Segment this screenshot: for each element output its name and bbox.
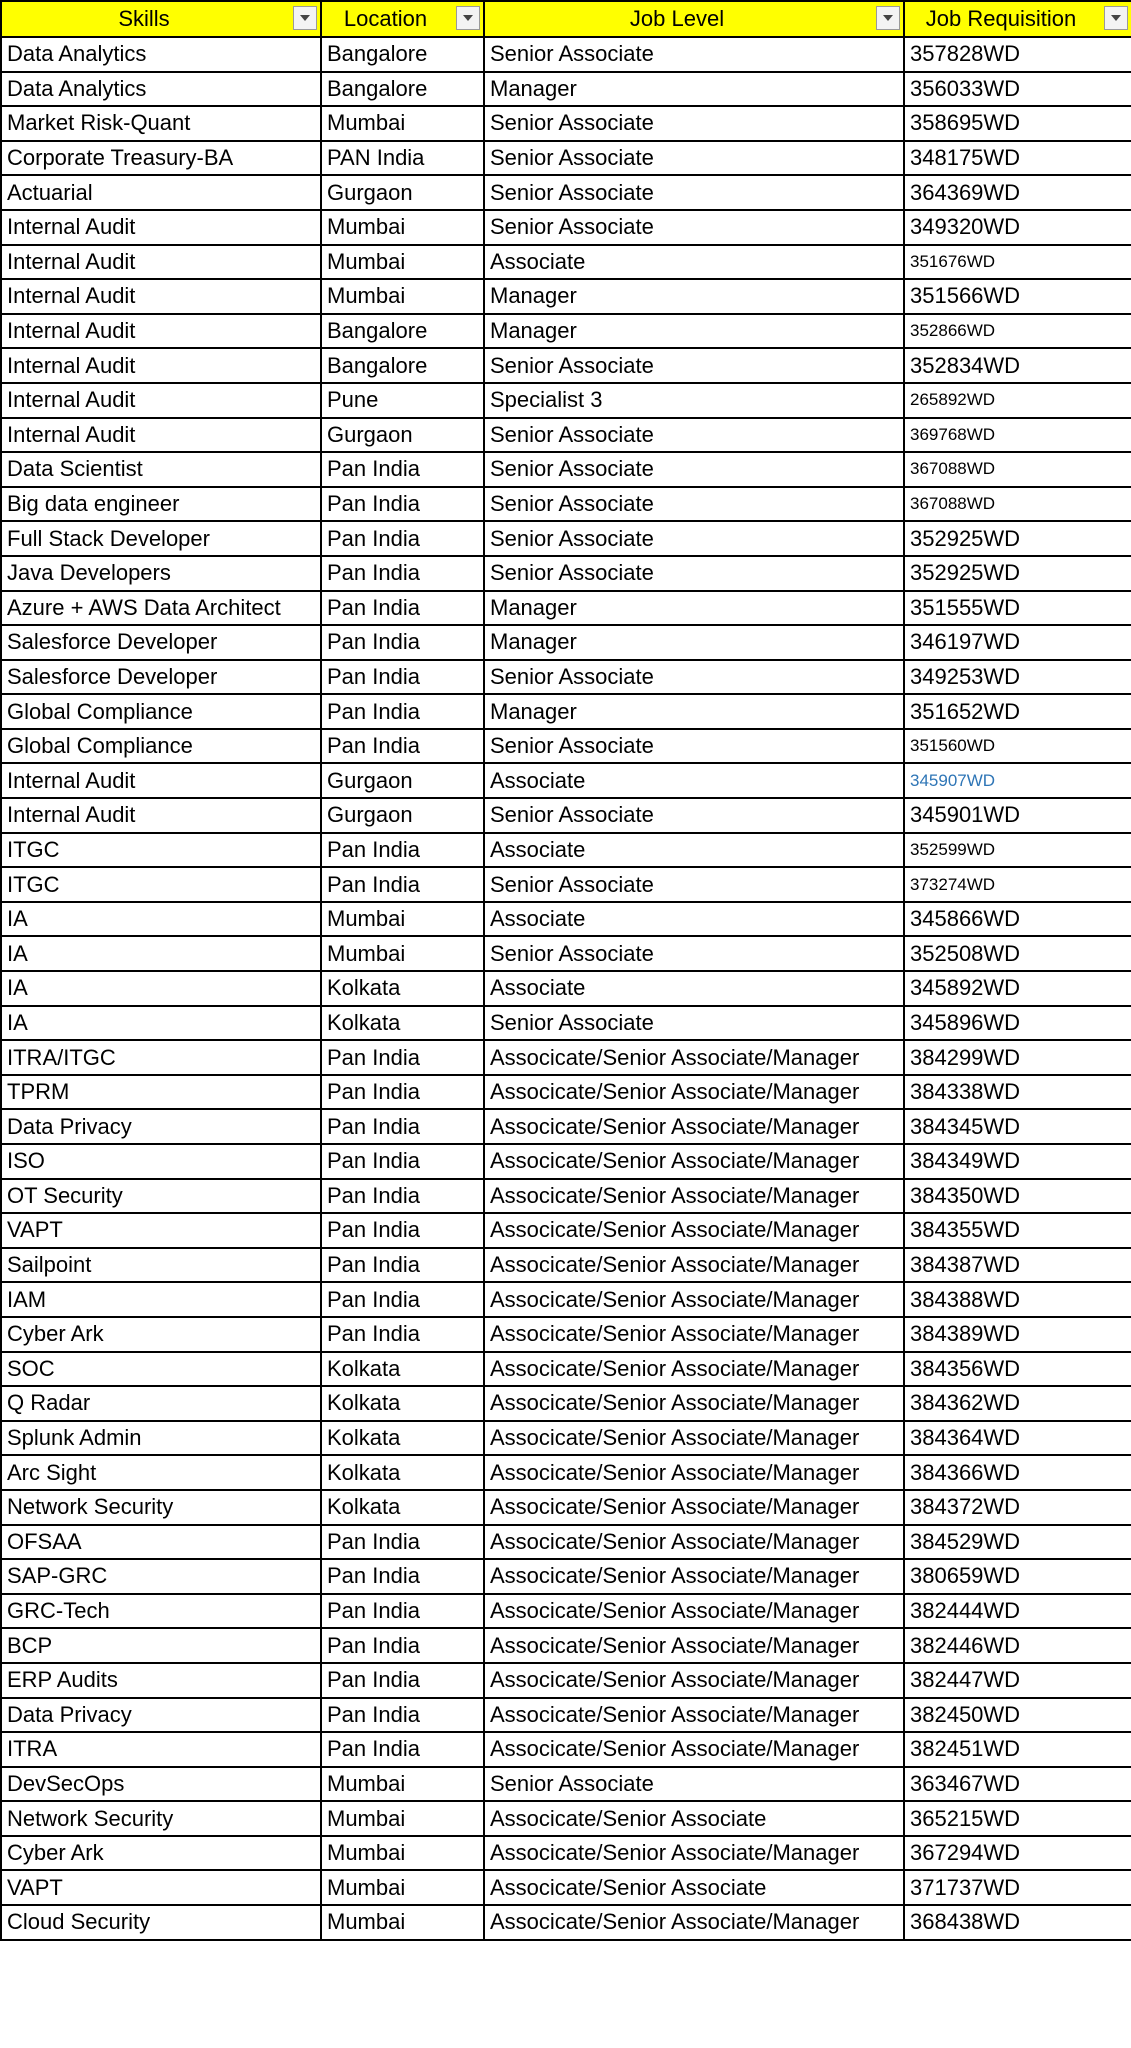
table-row — [1, 1628, 1131, 1663]
cell-skill[interactable]: Data Analytics — [1, 37, 321, 72]
cell-location[interactable]: Kolkata — [321, 1006, 484, 1041]
cell-skill[interactable]: Internal Audit — [1, 348, 321, 383]
cell-job-requisition[interactable]: 352925WD — [904, 556, 1131, 591]
table-row — [1, 867, 1131, 902]
cell-skill[interactable]: Full Stack Developer — [1, 521, 321, 556]
cell-skill[interactable]: Cyber Ark — [1, 1317, 321, 1352]
cell-job-level[interactable]: Associcate/Senior Associate/Manager — [484, 1594, 904, 1629]
cell-job-level[interactable]: Senior Associate — [484, 936, 904, 971]
cell-job-level[interactable]: Senior Associate — [484, 798, 904, 833]
cell-skill[interactable]: Salesforce Developer — [1, 660, 321, 695]
cell-job-level[interactable]: Associcate/Senior Associate/Manager — [484, 1213, 904, 1248]
cell-location[interactable]: Pan India — [321, 487, 484, 522]
cell-location[interactable]: Mumbai — [321, 1870, 484, 1905]
cell-job-level[interactable]: Senior Associate — [484, 37, 904, 72]
cell-job-level[interactable]: Senior Associate — [484, 660, 904, 695]
cell-job-requisition[interactable]: 351652WD — [904, 694, 1131, 729]
cell-job-requisition[interactable]: 382446WD — [904, 1628, 1131, 1663]
cell-job-requisition[interactable]: 349320WD — [904, 210, 1131, 245]
table-body — [1, 37, 1131, 1940]
cell-skill[interactable]: Market Risk-Quant — [1, 106, 321, 141]
table-row — [1, 1144, 1131, 1179]
cell-job-requisition[interactable]: 367088WD — [904, 487, 1131, 522]
header-skills — [1, 1, 321, 37]
cell-job-level[interactable]: Associcate/Senior Associate — [484, 1870, 904, 1905]
cell-job-requisition[interactable]: 351676WD — [904, 245, 1131, 280]
cell-skill[interactable]: Splunk Admin — [1, 1421, 321, 1456]
cell-job-level[interactable]: Associcate/Senior Associate/Manager — [484, 1455, 904, 1490]
cell-skill[interactable]: IA — [1, 1006, 321, 1041]
table-row — [1, 1352, 1131, 1387]
cell-job-requisition[interactable]: 352834WD — [904, 348, 1131, 383]
cell-job-level[interactable]: Associcate/Senior Associate/Manager — [484, 1905, 904, 1940]
cell-location[interactable]: Mumbai — [321, 1905, 484, 1940]
cell-location[interactable]: Kolkata — [321, 1455, 484, 1490]
table-row — [1, 971, 1131, 1006]
cell-job-requisition[interactable]: 345892WD — [904, 971, 1131, 1006]
cell-location[interactable]: Pan India — [321, 1248, 484, 1283]
cell-job-requisition[interactable]: 345866WD — [904, 902, 1131, 937]
cell-skill[interactable]: BCP — [1, 1628, 321, 1663]
cell-location[interactable]: Pan India — [321, 521, 484, 556]
table-row — [1, 1248, 1131, 1283]
cell-job-level[interactable]: Senior Associate — [484, 867, 904, 902]
cell-job-requisition[interactable]: 382450WD — [904, 1698, 1131, 1733]
cell-location[interactable]: Mumbai — [321, 245, 484, 280]
table-row — [1, 1213, 1131, 1248]
table-row — [1, 1490, 1131, 1525]
cell-skill[interactable]: ISO — [1, 1144, 321, 1179]
cell-job-level[interactable]: Associcate/Senior Associate/Manager — [484, 1179, 904, 1214]
cell-location[interactable]: Gurgaon — [321, 418, 484, 453]
cell-job-requisition[interactable]: 348175WD — [904, 141, 1131, 176]
cell-job-level[interactable]: Associcate/Senior Associate/Manager — [484, 1075, 904, 1110]
cell-skill[interactable]: Global Compliance — [1, 694, 321, 729]
cell-job-level[interactable]: Senior Associate — [484, 1767, 904, 1802]
cell-job-requisition[interactable]: 384364WD — [904, 1421, 1131, 1456]
cell-job-requisition[interactable]: 351555WD — [904, 591, 1131, 626]
cell-skill[interactable]: ITGC — [1, 833, 321, 868]
cell-job-requisition[interactable]: 352925WD — [904, 521, 1131, 556]
cell-job-requisition[interactable]: 384388WD — [904, 1282, 1131, 1317]
cell-job-requisition[interactable]: 384387WD — [904, 1248, 1131, 1283]
cell-skill[interactable]: Q Radar — [1, 1386, 321, 1421]
cell-skill[interactable]: Internal Audit — [1, 279, 321, 314]
table-row — [1, 106, 1131, 141]
table-row — [1, 279, 1131, 314]
cell-job-requisition[interactable]: 380659WD — [904, 1559, 1131, 1594]
header-label: Skills — [118, 6, 170, 31]
cell-skill[interactable]: SAP-GRC — [1, 1559, 321, 1594]
cell-job-requisition[interactable]: 384372WD — [904, 1490, 1131, 1525]
table-row — [1, 1525, 1131, 1560]
cell-skill[interactable]: GRC-Tech — [1, 1594, 321, 1629]
cell-job-level[interactable]: Associcate/Senior Associate — [484, 1801, 904, 1836]
cell-job-level[interactable]: Associcate/Senior Associate/Manager — [484, 1836, 904, 1871]
cell-location[interactable]: Mumbai — [321, 1836, 484, 1871]
cell-job-requisition[interactable]: 345907WD — [904, 763, 1131, 798]
table-row — [1, 141, 1131, 176]
cell-job-level[interactable]: Associcate/Senior Associate/Manager — [484, 1144, 904, 1179]
cell-skill[interactable]: VAPT — [1, 1213, 321, 1248]
cell-skill[interactable]: Cloud Security — [1, 1905, 321, 1940]
table-row — [1, 1732, 1131, 1767]
cell-skill[interactable]: Data Privacy — [1, 1698, 321, 1733]
header-job-level — [484, 1, 904, 37]
cell-location[interactable]: Gurgaon — [321, 175, 484, 210]
cell-skill[interactable]: IAM — [1, 1282, 321, 1317]
header-label: Location — [343, 6, 428, 31]
cell-job-requisition[interactable]: 367088WD — [904, 452, 1131, 487]
cell-location[interactable]: Pan India — [321, 1525, 484, 1560]
cell-location[interactable]: Pan India — [321, 660, 484, 695]
cell-job-level[interactable]: Senior Associate — [484, 1006, 904, 1041]
cell-location[interactable]: PAN India — [321, 141, 484, 176]
table-row — [1, 1905, 1131, 1940]
cell-job-level[interactable]: Senior Associate — [484, 175, 904, 210]
cell-job-level[interactable]: Associcate/Senior Associate/Manager — [484, 1421, 904, 1456]
cell-location[interactable]: Mumbai — [321, 1801, 484, 1836]
table-row — [1, 660, 1131, 695]
filter-dropdown-skills[interactable] — [293, 6, 317, 30]
cell-skill[interactable]: ERP Audits — [1, 1663, 321, 1698]
cell-location[interactable]: Pan India — [321, 1040, 484, 1075]
table-row — [1, 1075, 1131, 1110]
cell-job-requisition[interactable]: 382451WD — [904, 1732, 1131, 1767]
cell-job-level[interactable]: Associcate/Senior Associate/Manager — [484, 1698, 904, 1733]
cell-job-requisition[interactable]: 351566WD — [904, 279, 1131, 314]
cell-job-level[interactable]: Senior Associate — [484, 452, 904, 487]
cell-job-level[interactable]: Associcate/Senior Associate/Manager — [484, 1490, 904, 1525]
table-row — [1, 1559, 1131, 1594]
cell-job-requisition[interactable]: 345896WD — [904, 1006, 1131, 1041]
cell-location[interactable]: Gurgaon — [321, 798, 484, 833]
cell-job-level[interactable]: Senior Associate — [484, 729, 904, 764]
cell-job-requisition[interactable]: 346197WD — [904, 625, 1131, 660]
cell-location[interactable]: Pan India — [321, 1109, 484, 1144]
cell-location[interactable]: Kolkata — [321, 1352, 484, 1387]
cell-location[interactable]: Pan India — [321, 625, 484, 660]
table-row — [1, 1455, 1131, 1490]
cell-job-requisition[interactable]: 384350WD — [904, 1179, 1131, 1214]
cell-location[interactable]: Mumbai — [321, 210, 484, 245]
cell-location[interactable]: Pan India — [321, 1075, 484, 1110]
cell-job-level[interactable]: Senior Associate — [484, 348, 904, 383]
cell-skill[interactable]: OFSAA — [1, 1525, 321, 1560]
cell-job-requisition[interactable]: 265892WD — [904, 383, 1131, 418]
chevron-down-icon — [883, 15, 893, 21]
cell-job-level[interactable]: Associate — [484, 245, 904, 280]
cell-job-level[interactable]: Specialist 3 — [484, 383, 904, 418]
table-row — [1, 902, 1131, 937]
cell-job-level[interactable]: Manager — [484, 625, 904, 660]
table-row — [1, 556, 1131, 591]
cell-job-level[interactable]: Manager — [484, 314, 904, 349]
cell-skill[interactable]: Network Security — [1, 1490, 321, 1525]
table-row — [1, 210, 1131, 245]
cell-location[interactable]: Mumbai — [321, 936, 484, 971]
cell-skill[interactable]: Internal Audit — [1, 798, 321, 833]
table-row — [1, 1836, 1131, 1871]
table-row — [1, 1040, 1131, 1075]
header-job-requisition — [904, 1, 1131, 37]
cell-job-level[interactable]: Associate — [484, 833, 904, 868]
table-row — [1, 1870, 1131, 1905]
cell-job-level[interactable]: Associcate/Senior Associate/Manager — [484, 1559, 904, 1594]
cell-skill[interactable]: DevSecOps — [1, 1767, 321, 1802]
cell-location[interactable]: Pan India — [321, 1732, 484, 1767]
cell-job-requisition[interactable]: 364369WD — [904, 175, 1131, 210]
cell-location[interactable]: Mumbai — [321, 279, 484, 314]
table-row — [1, 694, 1131, 729]
cell-job-level[interactable]: Senior Associate — [484, 556, 904, 591]
cell-location[interactable]: Pan India — [321, 556, 484, 591]
cell-skill[interactable]: Network Security — [1, 1801, 321, 1836]
cell-skill[interactable]: Internal Audit — [1, 210, 321, 245]
cell-job-level[interactable]: Manager — [484, 72, 904, 107]
cell-job-level[interactable]: Associcate/Senior Associate/Manager — [484, 1317, 904, 1352]
cell-location[interactable]: Bangalore — [321, 348, 484, 383]
table-row — [1, 1317, 1131, 1352]
cell-job-requisition[interactable]: 367294WD — [904, 1836, 1131, 1871]
cell-skill[interactable]: IA — [1, 902, 321, 937]
cell-job-requisition[interactable]: 384356WD — [904, 1352, 1131, 1387]
cell-location[interactable]: Mumbai — [321, 1767, 484, 1802]
cell-skill[interactable]: Cyber Ark — [1, 1836, 321, 1871]
cell-job-level[interactable]: Manager — [484, 591, 904, 626]
filter-dropdown-job-level[interactable] — [876, 6, 900, 30]
header-row — [1, 1, 1131, 37]
cell-skill[interactable]: Global Compliance — [1, 729, 321, 764]
header-label: Job Level — [629, 6, 725, 31]
cell-job-level[interactable]: Senior Associate — [484, 141, 904, 176]
cell-job-requisition[interactable]: 351560WD — [904, 729, 1131, 764]
cell-location[interactable]: Kolkata — [321, 1421, 484, 1456]
cell-job-level[interactable]: Associcate/Senior Associate/Manager — [484, 1628, 904, 1663]
cell-location[interactable]: Gurgaon — [321, 763, 484, 798]
cell-location[interactable]: Pan India — [321, 1144, 484, 1179]
header-location — [321, 1, 484, 37]
cell-location[interactable]: Kolkata — [321, 971, 484, 1006]
cell-job-requisition[interactable]: 382444WD — [904, 1594, 1131, 1629]
cell-job-level[interactable]: Senior Associate — [484, 210, 904, 245]
cell-job-level[interactable]: Associate — [484, 763, 904, 798]
cell-skill[interactable]: VAPT — [1, 1870, 321, 1905]
table-row — [1, 1663, 1131, 1698]
cell-location[interactable]: Pan India — [321, 1698, 484, 1733]
table-row — [1, 245, 1131, 280]
cell-job-requisition[interactable]: 356033WD — [904, 72, 1131, 107]
table-row — [1, 1594, 1131, 1629]
cell-job-level[interactable]: Associcate/Senior Associate/Manager — [484, 1040, 904, 1075]
table-row — [1, 37, 1131, 72]
cell-location[interactable]: Pan India — [321, 1628, 484, 1663]
cell-location[interactable]: Bangalore — [321, 37, 484, 72]
table-row — [1, 833, 1131, 868]
cell-job-level[interactable]: Associcate/Senior Associate/Manager — [484, 1525, 904, 1560]
table-row — [1, 763, 1131, 798]
table-row — [1, 521, 1131, 556]
cell-location[interactable]: Pan India — [321, 694, 484, 729]
cell-job-level[interactable]: Associcate/Senior Associate/Manager — [484, 1109, 904, 1144]
cell-skill[interactable]: ITRA/ITGC — [1, 1040, 321, 1075]
cell-location[interactable]: Pan India — [321, 833, 484, 868]
cell-location[interactable]: Pan India — [321, 452, 484, 487]
filter-dropdown-location[interactable] — [456, 6, 480, 30]
cell-skill[interactable]: Azure + AWS Data Architect — [1, 591, 321, 626]
table-row — [1, 487, 1131, 522]
cell-job-level[interactable]: Senior Associate — [484, 521, 904, 556]
table-row — [1, 625, 1131, 660]
cell-job-requisition[interactable]: 365215WD — [904, 1801, 1131, 1836]
cell-job-requisition[interactable]: 384299WD — [904, 1040, 1131, 1075]
cell-job-requisition[interactable]: 345901WD — [904, 798, 1131, 833]
cell-skill[interactable]: Internal Audit — [1, 383, 321, 418]
cell-job-requisition[interactable]: 384355WD — [904, 1213, 1131, 1248]
cell-job-level[interactable]: Associcate/Senior Associate/Manager — [484, 1282, 904, 1317]
table-row — [1, 591, 1131, 626]
cell-skill[interactable]: Sailpoint — [1, 1248, 321, 1283]
cell-job-level[interactable]: Associate — [484, 971, 904, 1006]
cell-job-level[interactable]: Associcate/Senior Associate/Manager — [484, 1248, 904, 1283]
chevron-down-icon — [300, 15, 310, 21]
table-row — [1, 936, 1131, 971]
cell-skill[interactable]: Internal Audit — [1, 418, 321, 453]
cell-job-requisition[interactable]: 368438WD — [904, 1905, 1131, 1940]
cell-job-requisition[interactable]: 384389WD — [904, 1317, 1131, 1352]
cell-location[interactable]: Pan India — [321, 1213, 484, 1248]
cell-skill[interactable]: ITGC — [1, 867, 321, 902]
table-row — [1, 383, 1131, 418]
cell-job-requisition[interactable]: 373274WD — [904, 867, 1131, 902]
cell-skill[interactable]: IA — [1, 936, 321, 971]
table-row — [1, 314, 1131, 349]
chevron-down-icon — [1111, 15, 1121, 21]
cell-job-level[interactable]: Associcate/Senior Associate/Manager — [484, 1663, 904, 1698]
cell-location[interactable]: Mumbai — [321, 106, 484, 141]
cell-job-level[interactable]: Associate — [484, 902, 904, 937]
cell-skill[interactable]: Data Scientist — [1, 452, 321, 487]
cell-job-requisition[interactable]: 357828WD — [904, 37, 1131, 72]
cell-job-requisition[interactable]: 384529WD — [904, 1525, 1131, 1560]
cell-job-requisition[interactable]: 384345WD — [904, 1109, 1131, 1144]
table-row — [1, 452, 1131, 487]
cell-job-level[interactable]: Associcate/Senior Associate/Manager — [484, 1352, 904, 1387]
cell-skill[interactable]: Big data engineer — [1, 487, 321, 522]
filter-dropdown-job-requisition[interactable] — [1104, 6, 1128, 30]
cell-location[interactable]: Pan India — [321, 867, 484, 902]
cell-skill[interactable]: OT Security — [1, 1179, 321, 1214]
cell-job-requisition[interactable]: 349253WD — [904, 660, 1131, 695]
cell-job-level[interactable]: Senior Associate — [484, 487, 904, 522]
table-row — [1, 175, 1131, 210]
table-row — [1, 1006, 1131, 1041]
cell-location[interactable]: Pan India — [321, 729, 484, 764]
cell-skill[interactable]: Data Privacy — [1, 1109, 321, 1144]
cell-location[interactable]: Kolkata — [321, 1386, 484, 1421]
cell-location[interactable]: Mumbai — [321, 902, 484, 937]
table-row — [1, 729, 1131, 764]
cell-job-requisition[interactable]: 384338WD — [904, 1075, 1131, 1110]
cell-location[interactable]: Kolkata — [321, 1490, 484, 1525]
cell-skill[interactable]: SOC — [1, 1352, 321, 1387]
cell-job-level[interactable]: Senior Associate — [484, 106, 904, 141]
cell-job-requisition[interactable]: 352866WD — [904, 314, 1131, 349]
cell-job-requisition[interactable]: 384362WD — [904, 1386, 1131, 1421]
cell-location[interactable]: Bangalore — [321, 72, 484, 107]
cell-job-requisition[interactable]: 352508WD — [904, 936, 1131, 971]
table-row — [1, 1179, 1131, 1214]
table-row — [1, 418, 1131, 453]
cell-location[interactable]: Pune — [321, 383, 484, 418]
cell-job-level[interactable]: Senior Associate — [484, 418, 904, 453]
cell-job-requisition[interactable]: 363467WD — [904, 1767, 1131, 1802]
table-row — [1, 1767, 1131, 1802]
cell-location[interactable]: Pan India — [321, 1179, 484, 1214]
cell-skill[interactable]: Data Analytics — [1, 72, 321, 107]
cell-location[interactable]: Pan India — [321, 1317, 484, 1352]
cell-skill[interactable]: IA — [1, 971, 321, 1006]
cell-skill[interactable]: Corporate Treasury-BA — [1, 141, 321, 176]
cell-job-requisition[interactable]: 384349WD — [904, 1144, 1131, 1179]
cell-skill[interactable]: Salesforce Developer — [1, 625, 321, 660]
table-row — [1, 1386, 1131, 1421]
cell-job-requisition[interactable]: 382447WD — [904, 1663, 1131, 1698]
table-row — [1, 348, 1131, 383]
cell-location[interactable]: Pan India — [321, 1663, 484, 1698]
table-row — [1, 1421, 1131, 1456]
cell-job-level[interactable]: Manager — [484, 279, 904, 314]
cell-location[interactable]: Bangalore — [321, 314, 484, 349]
chevron-down-icon — [463, 15, 473, 21]
cell-skill[interactable]: Internal Audit — [1, 314, 321, 349]
cell-location[interactable]: Pan India — [321, 1282, 484, 1317]
cell-location[interactable]: Pan India — [321, 1594, 484, 1629]
cell-location[interactable]: Pan India — [321, 1559, 484, 1594]
cell-job-requisition[interactable]: 369768WD — [904, 418, 1131, 453]
cell-job-requisition[interactable]: 352599WD — [904, 833, 1131, 868]
table-row — [1, 1109, 1131, 1144]
table-row — [1, 1282, 1131, 1317]
cell-job-level[interactable]: Associcate/Senior Associate/Manager — [484, 1732, 904, 1767]
cell-job-requisition[interactable]: 384366WD — [904, 1455, 1131, 1490]
cell-skill[interactable]: Arc Sight — [1, 1455, 321, 1490]
cell-job-requisition[interactable]: 358695WD — [904, 106, 1131, 141]
cell-job-level[interactable]: Manager — [484, 694, 904, 729]
cell-skill[interactable]: ITRA — [1, 1732, 321, 1767]
cell-skill[interactable]: Internal Audit — [1, 763, 321, 798]
cell-skill[interactable]: Actuarial — [1, 175, 321, 210]
cell-skill[interactable]: Internal Audit — [1, 245, 321, 280]
table-row — [1, 1698, 1131, 1733]
cell-job-requisition[interactable]: 371737WD — [904, 1870, 1131, 1905]
table-row — [1, 1801, 1131, 1836]
cell-skill[interactable]: TPRM — [1, 1075, 321, 1110]
header-label: Job Requisition — [925, 6, 1077, 31]
cell-location[interactable]: Pan India — [321, 591, 484, 626]
cell-skill[interactable]: Java Developers — [1, 556, 321, 591]
table-row — [1, 72, 1131, 107]
table-row — [1, 798, 1131, 833]
cell-job-level[interactable]: Associcate/Senior Associate/Manager — [484, 1386, 904, 1421]
